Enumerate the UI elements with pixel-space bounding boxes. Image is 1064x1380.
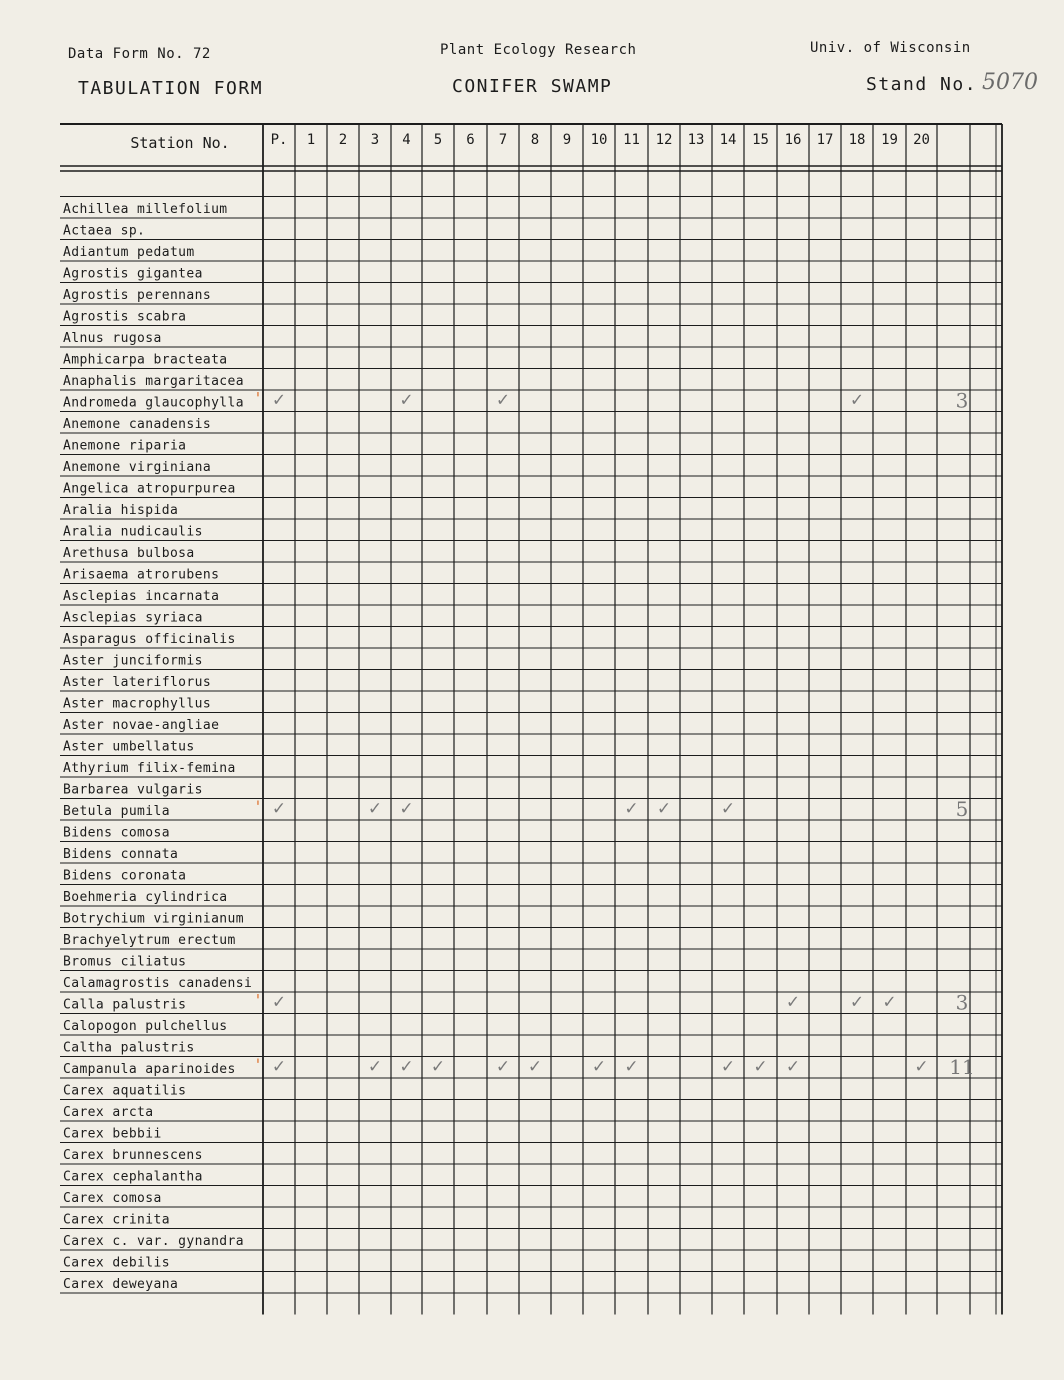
column-header-P: P. [270,132,288,148]
check-mark: ✓ [720,799,736,819]
check-mark: ✓ [753,1057,768,1077]
species-name: Calla palustris [63,997,187,1013]
species-name: Angelica atropurpurea [63,481,236,497]
species-name: Actaea sp. [63,223,146,239]
species-name: Agrostis perennans [63,288,212,303]
check-mark: ✓ [367,799,383,819]
column-header-7: 7 [498,132,508,148]
check-mark: ✓ [624,799,639,819]
check-mark: ✓ [785,1057,801,1077]
species-name: Bromus ciliatus [63,954,187,970]
check-mark: ✓ [656,799,672,819]
column-header-12: 12 [655,132,673,148]
row-total: 11 [949,1055,975,1079]
species-name: Arisaema atrorubens [63,567,220,583]
form-type: CONIFER SWAMP [452,76,613,97]
species-name: Agrostis gigantea [63,266,203,282]
check-mark: ✓ [271,799,287,819]
column-header-15: 15 [752,132,769,148]
check-mark: ✓ [399,1057,414,1077]
species-name: Aster novae-angliae [63,718,220,733]
species-name: Carex debilis [63,1255,170,1271]
check-mark: ✓ [430,1057,446,1077]
species-name: Bidens coronata [63,868,187,884]
check-mark: ✓ [399,390,414,411]
form-number: Data Form No. 72 [68,46,211,62]
species-name: Bidens connata [63,847,179,862]
column-header-5: 5 [433,132,443,148]
form-title: TABULATION FORM [78,78,264,99]
species-name: Carex cephalantha [63,1169,203,1185]
column-header-9: 9 [562,132,572,148]
column-header-20: 20 [913,132,930,148]
species-name: Anaphalis margaritacea [63,374,244,389]
species-name: Brachyelytrum erectum [63,933,236,948]
species-name: Aster umbellatus [63,739,195,755]
species-name: Achillea millefolium [63,202,228,217]
orange-tick-mark: ' [255,1055,261,1074]
row-total: 5 [955,797,969,821]
species-name: Aster lateriflorus [63,675,212,690]
species-name: Campanula aparinoides [63,1062,236,1077]
column-header-17: 17 [816,132,834,148]
orange-tick-mark: ' [255,797,261,816]
species-name: Carex crinita [63,1212,170,1228]
species-name: Barbarea vulgaris [63,782,203,798]
species-name: Carex c. var. gynandra [63,1234,244,1249]
university: Univ. of Wisconsin [810,40,971,56]
species-name: Anemone riparia [63,438,187,454]
species-name: Athyrium filix-femina [63,761,236,776]
species-name: Carex bebbii [63,1126,162,1142]
species-name: Asclepias incarnata [63,589,220,604]
species-name: Aster junciformis [63,653,203,669]
check-mark: ✓ [882,992,897,1013]
species-name: Betula pumila [63,804,170,819]
check-mark: ✓ [849,992,865,1013]
check-mark: ✓ [849,390,865,411]
column-header-10: 10 [590,132,608,148]
species-name: Boehmeria cylindrica [63,890,228,905]
species-name: Calopogon pulchellus [63,1019,228,1034]
species-name: Alnus rugosa [63,331,162,346]
species-name: Calamagrostis canadensi [63,976,253,991]
species-name: Aralia hispida [63,503,179,518]
species-name: Bidens comosa [63,825,170,841]
column-header-11: 11 [623,132,640,148]
column-header-1: 1 [306,132,316,148]
species-name: Carex arcta [63,1105,154,1120]
check-mark: ✓ [271,390,287,411]
orange-tick-mark: ' [255,990,261,1010]
column-header-19: 19 [881,132,898,148]
station-label: Station No. [130,134,230,152]
species-name: Adiantum pedatum [63,245,195,260]
column-header-8: 8 [530,132,540,148]
species-name: Aster macrophyllus [63,696,212,712]
row-total: 3 [955,990,969,1015]
check-mark: ✓ [785,992,801,1013]
check-mark: ✓ [720,1057,736,1077]
check-mark: ✓ [624,1057,639,1077]
column-header-4: 4 [402,132,411,148]
species-name: Anemone canadensis [63,417,212,432]
column-header-16: 16 [784,132,802,148]
column-header-6: 6 [466,132,475,148]
check-mark: ✓ [527,1057,543,1077]
species-name: Carex brunnescens [63,1148,203,1163]
column-header-18: 18 [848,132,866,148]
species-name: Botrychium virginianum [63,911,244,927]
species-name: Caltha palustris [63,1040,195,1056]
stand-label: Stand No. [866,74,978,95]
row-total: 3 [955,388,969,413]
species-name: Asparagus officinalis [63,632,236,647]
check-mark: ✓ [271,992,287,1013]
check-mark: ✓ [367,1057,383,1077]
column-header-13: 13 [687,132,705,148]
column-header-14: 14 [719,132,737,148]
species-name: Arethusa bulbosa [63,546,195,561]
column-header-3: 3 [370,132,380,148]
species-name: Carex aquatilis [63,1083,187,1099]
check-mark: ✓ [591,1057,607,1077]
organization: Plant Ecology Research [440,42,637,58]
species-name: Carex comosa [63,1191,162,1206]
check-mark: ✓ [495,1057,511,1077]
species-name: Aralia nudicaulis [63,524,203,540]
stand-number: 5070 [982,70,1038,95]
column-header-2: 2 [338,132,348,148]
check-mark: ✓ [495,390,511,411]
species-name: Agrostis scabra [63,309,187,325]
check-mark: ✓ [399,799,414,819]
species-name: Anemone virginiana [63,460,212,475]
species-name: Asclepias syriaca [63,610,203,626]
check-mark: ✓ [271,1057,287,1077]
species-name: Andromeda glaucophylla [63,395,244,411]
species-name: Amphicarpa bracteata [63,352,228,368]
orange-tick-mark: ' [255,388,261,408]
species-name: Carex deweyana [63,1277,179,1292]
check-mark: ✓ [914,1057,929,1077]
